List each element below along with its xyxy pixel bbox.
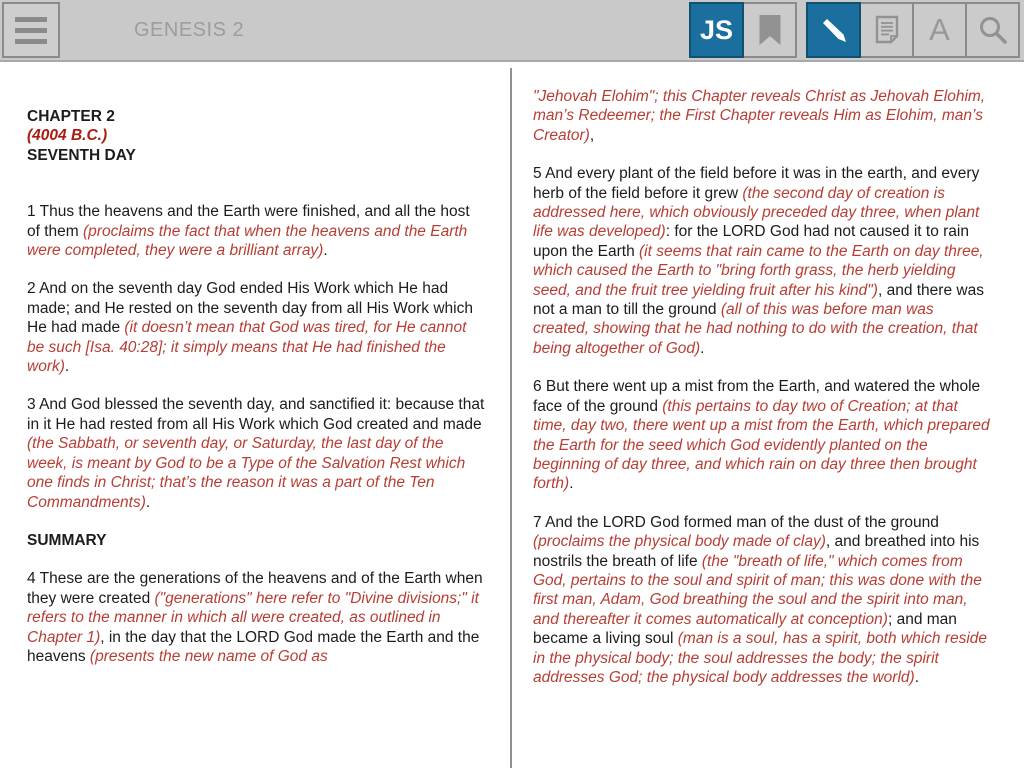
commentary-text: (all of this was before man was created, showing that he had nothing to do with the creation, that being altogether of God) xyxy=(533,301,978,357)
scripture-text: SUMMARY xyxy=(27,531,107,549)
menu-button[interactable] xyxy=(2,2,60,58)
search-icon xyxy=(977,14,1009,46)
verse-5 xyxy=(533,164,992,358)
commentary-text: (proclaims the fact that when the heavens and the Earth were completed, they were a brilliant array) xyxy=(27,222,468,260)
notes-button[interactable] xyxy=(859,2,914,58)
scripture-text: . xyxy=(64,358,70,376)
js-study-notes-button[interactable] xyxy=(689,2,744,58)
scripture-text: 2 And on the seventh day God ended His Work which He had made; and He rested on the seventh day from all His Work which He had made xyxy=(27,280,473,337)
commentary-text: (the Sabbath, or seventh day, or Saturday, the last day of the week, is meant by God to be a Type of the Salvation Rest which one finds in Christ; that’s the reason it was a part of the Ten Commandments) xyxy=(27,435,466,511)
verse-7 xyxy=(533,513,992,688)
scripture-text: , xyxy=(589,126,595,144)
column-divider xyxy=(510,68,512,768)
font-size-icon: A xyxy=(929,12,950,47)
scripture-text: ; and man became a living soul xyxy=(533,610,957,648)
scripture-text: 1 Thus the heavens and the Earth were finished, and all the host of them xyxy=(27,203,470,240)
commentary-text: (the "breath of life," which comes from God, pertains to the soul and spirit of man; this was done with the first man, Adam, God breathing the soul and the spirit into man, and thereafter it comes automatically at conception) xyxy=(533,552,982,628)
verse-4 xyxy=(27,569,486,666)
commentary-text: ("generations" here refer to "Divine divisions;" it refers to the manner in which all were created, as outlined in Chapter 1) xyxy=(27,589,479,646)
scripture-text: : for the LORD God had not caused it to rain upon the Earth xyxy=(533,223,969,260)
scripture-text: 7 And the LORD God formed man of the dust of the ground xyxy=(533,513,939,531)
commentary-text: (proclaims the physical body made of clay) xyxy=(533,533,826,551)
scripture-text: , and there was not a man to till the ground xyxy=(533,281,984,319)
commentary-text: (the second day of creation is addressed here, which obviously preceded day three, when plant life was developed) xyxy=(533,184,980,241)
toolbar-button-group xyxy=(691,2,1020,58)
commentary-text: (presents the new name of God as xyxy=(89,647,328,665)
chapter-heading xyxy=(27,107,486,126)
scripture-text: . xyxy=(700,339,705,357)
chapter-date xyxy=(27,126,486,145)
section-heading xyxy=(27,146,486,165)
scripture-text: . xyxy=(914,668,919,686)
scripture-text: 4 These are the generations of the heavens and of the Earth when they were created xyxy=(27,570,483,607)
scripture-text: . xyxy=(145,493,151,511)
commentary-text: "Jehovah Elohim"; this Chapter reveals Christ as Jehovah Elohim, man’s Redeemer; the First Chapter reveals Him as Elohim, man’s Creator) xyxy=(533,88,986,144)
scripture-text: . xyxy=(323,242,328,260)
scripture-text: , and breathed into his nostrils the breath of life xyxy=(533,533,980,570)
right-text-column xyxy=(533,87,992,706)
verse-2 xyxy=(27,279,486,376)
pen-icon xyxy=(817,13,851,47)
commentary-text: (it doesn’t mean that God was tired, for He cannot be such [Isa. 40:28]; it simply means that He had finished the work) xyxy=(27,319,467,376)
scripture-text: 5 And every plant of the field before it was in the earth, and every herb of the field before it grew xyxy=(533,165,980,202)
scripture-text: 6 But there went up a mist from the Earth, and watered the whole face of the ground xyxy=(533,378,981,415)
toolbar xyxy=(0,0,1024,62)
js-monogram: JS xyxy=(699,14,734,45)
highlight-pen-button[interactable] xyxy=(806,2,861,58)
verse-1 xyxy=(27,202,486,260)
notes-icon xyxy=(871,14,903,46)
scripture-text: SEVENTH DAY xyxy=(27,146,136,164)
bookmark-button[interactable] xyxy=(742,2,797,58)
commentary-text: (man is a soul, has a spirit, both which reside in the physical body; the soul addresses the body; the spirit addresses God; the physical body addresses the world) xyxy=(533,630,988,686)
verse-4-continued xyxy=(533,87,992,145)
search-button[interactable] xyxy=(965,2,1020,58)
page-title: GENESIS 2 xyxy=(134,18,245,41)
scripture-text: CHAPTER 2 xyxy=(27,108,115,125)
left-text-column xyxy=(27,107,486,685)
font-size-button[interactable] xyxy=(912,2,967,58)
commentary-text: (this pertains to day two of Creation; at that time, day two, there went up a mist from the Earth, which prepared the Earth for the seed which God evidently planted on the beginning of day three, and which rain on day three then brought forth) xyxy=(533,397,990,493)
scripture-text: , in the day that the LORD God made the Earth and the heavens xyxy=(27,628,480,665)
verse-3 xyxy=(27,395,486,511)
verse-6 xyxy=(533,377,992,493)
commentary-text: (4004 B.C.) xyxy=(27,127,108,145)
commentary-text: (it seems that rain came to the Earth on day three, which caused the Earth to "bring forth grass, the herb yielding seed, and the fruit tree yielding fruit after his kind") xyxy=(533,242,984,299)
scripture-text: 3 And God blessed the seventh day, and sanctified it: because that in it He had rested from all His Work which God created and made xyxy=(27,396,485,433)
scripture-text: . xyxy=(569,475,574,493)
summary-heading xyxy=(27,531,486,550)
bookmark-icon xyxy=(759,15,781,45)
